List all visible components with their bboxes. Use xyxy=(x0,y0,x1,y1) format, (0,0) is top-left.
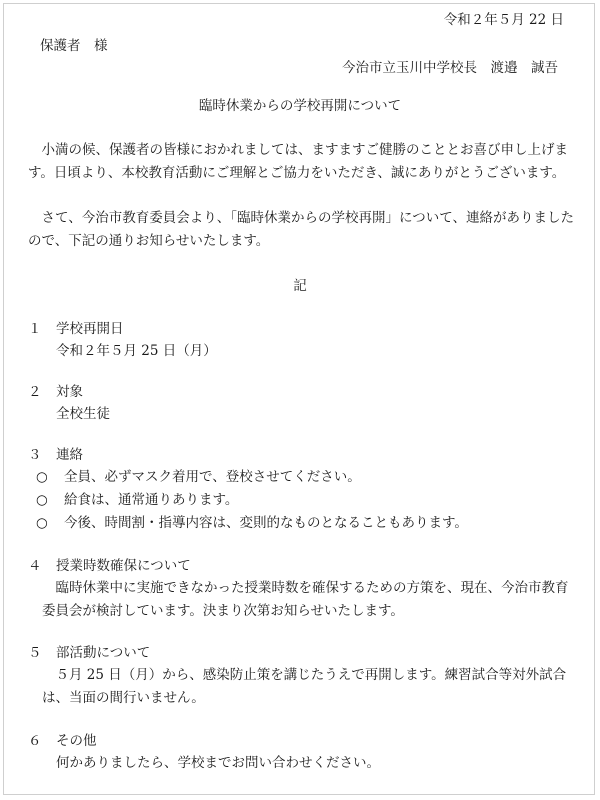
recipient-line: 保護者 様 xyxy=(40,38,108,54)
section-1-heading xyxy=(28,318,124,341)
intro-paragraph-1: 小満の候、保護者の皆様におかれましては、ますますご健勝のこととお喜び申し上げます。日頃より、本校教育活動にご理解とご協力をいただき、誠にありがとうございます。 xyxy=(28,142,568,181)
section-heading: その他 xyxy=(56,733,97,749)
intro-paragraph-2: さて、今治市教育委員会より、「臨時休業からの学校再開」について、連絡がありましたので、下記の通りお知らせいたします。 xyxy=(28,210,574,249)
sender-line: 今治市立玉川中学校長 渡邉 誠吾 xyxy=(342,60,558,76)
document-date: 令和２年５月 22 日 xyxy=(443,12,564,28)
circle-bullet-icon: ○ xyxy=(36,469,48,485)
section-heading: 学校再開日 xyxy=(56,321,124,337)
section-4-body: 臨時休業中に実施できなかった授業時数を確保するための方策を、現在、今治市教育委員会が検討しています。決まり次第お知らせいたします。 xyxy=(42,580,569,619)
section-number: ５ xyxy=(28,645,42,661)
section-4-heading xyxy=(28,555,191,578)
section-number: ４ xyxy=(28,558,42,574)
bullet-text: 今後、時間割・指導内容は、変則的なものとなることもあります。 xyxy=(64,515,468,531)
section-3-heading xyxy=(28,444,83,467)
section-6-heading xyxy=(28,730,97,753)
section-2-body: 全校生徒 xyxy=(56,406,110,422)
section-1-body: 令和２年５月 25 日（月） xyxy=(56,343,217,359)
section-5-body: ５月 25 日（月）から、感染防止策を講じたうえで再開します。練習試合等対外試合は、当面の間行いません。 xyxy=(42,667,567,706)
section-3-bullet-3 xyxy=(36,512,468,535)
circle-bullet-icon: ○ xyxy=(36,515,48,531)
section-number: ６ xyxy=(28,733,42,749)
section-2-heading xyxy=(28,381,83,404)
ki-marker: 記 xyxy=(293,278,307,294)
section-3-bullet-1 xyxy=(36,466,361,489)
document-title: 臨時休業からの学校再開について xyxy=(198,98,402,114)
bullet-text: 給食は、通常通りあります。 xyxy=(64,492,239,508)
section-3-bullet-2 xyxy=(36,489,238,512)
section-5-heading xyxy=(28,642,150,665)
section-number: ３ xyxy=(28,447,42,463)
circle-bullet-icon: ○ xyxy=(36,492,48,508)
section-number: ２ xyxy=(28,384,42,400)
section-heading: 授業時数確保について xyxy=(56,558,191,574)
section-6-body: 何かありましたら、学校までお問い合わせください。 xyxy=(56,755,380,771)
section-heading: 部活動について xyxy=(56,645,151,661)
bullet-text: 全員、必ずマスク着用で、登校させてください。 xyxy=(64,469,361,485)
section-heading: 対象 xyxy=(56,384,83,400)
section-heading: 連絡 xyxy=(56,447,83,463)
section-number: １ xyxy=(28,321,42,337)
